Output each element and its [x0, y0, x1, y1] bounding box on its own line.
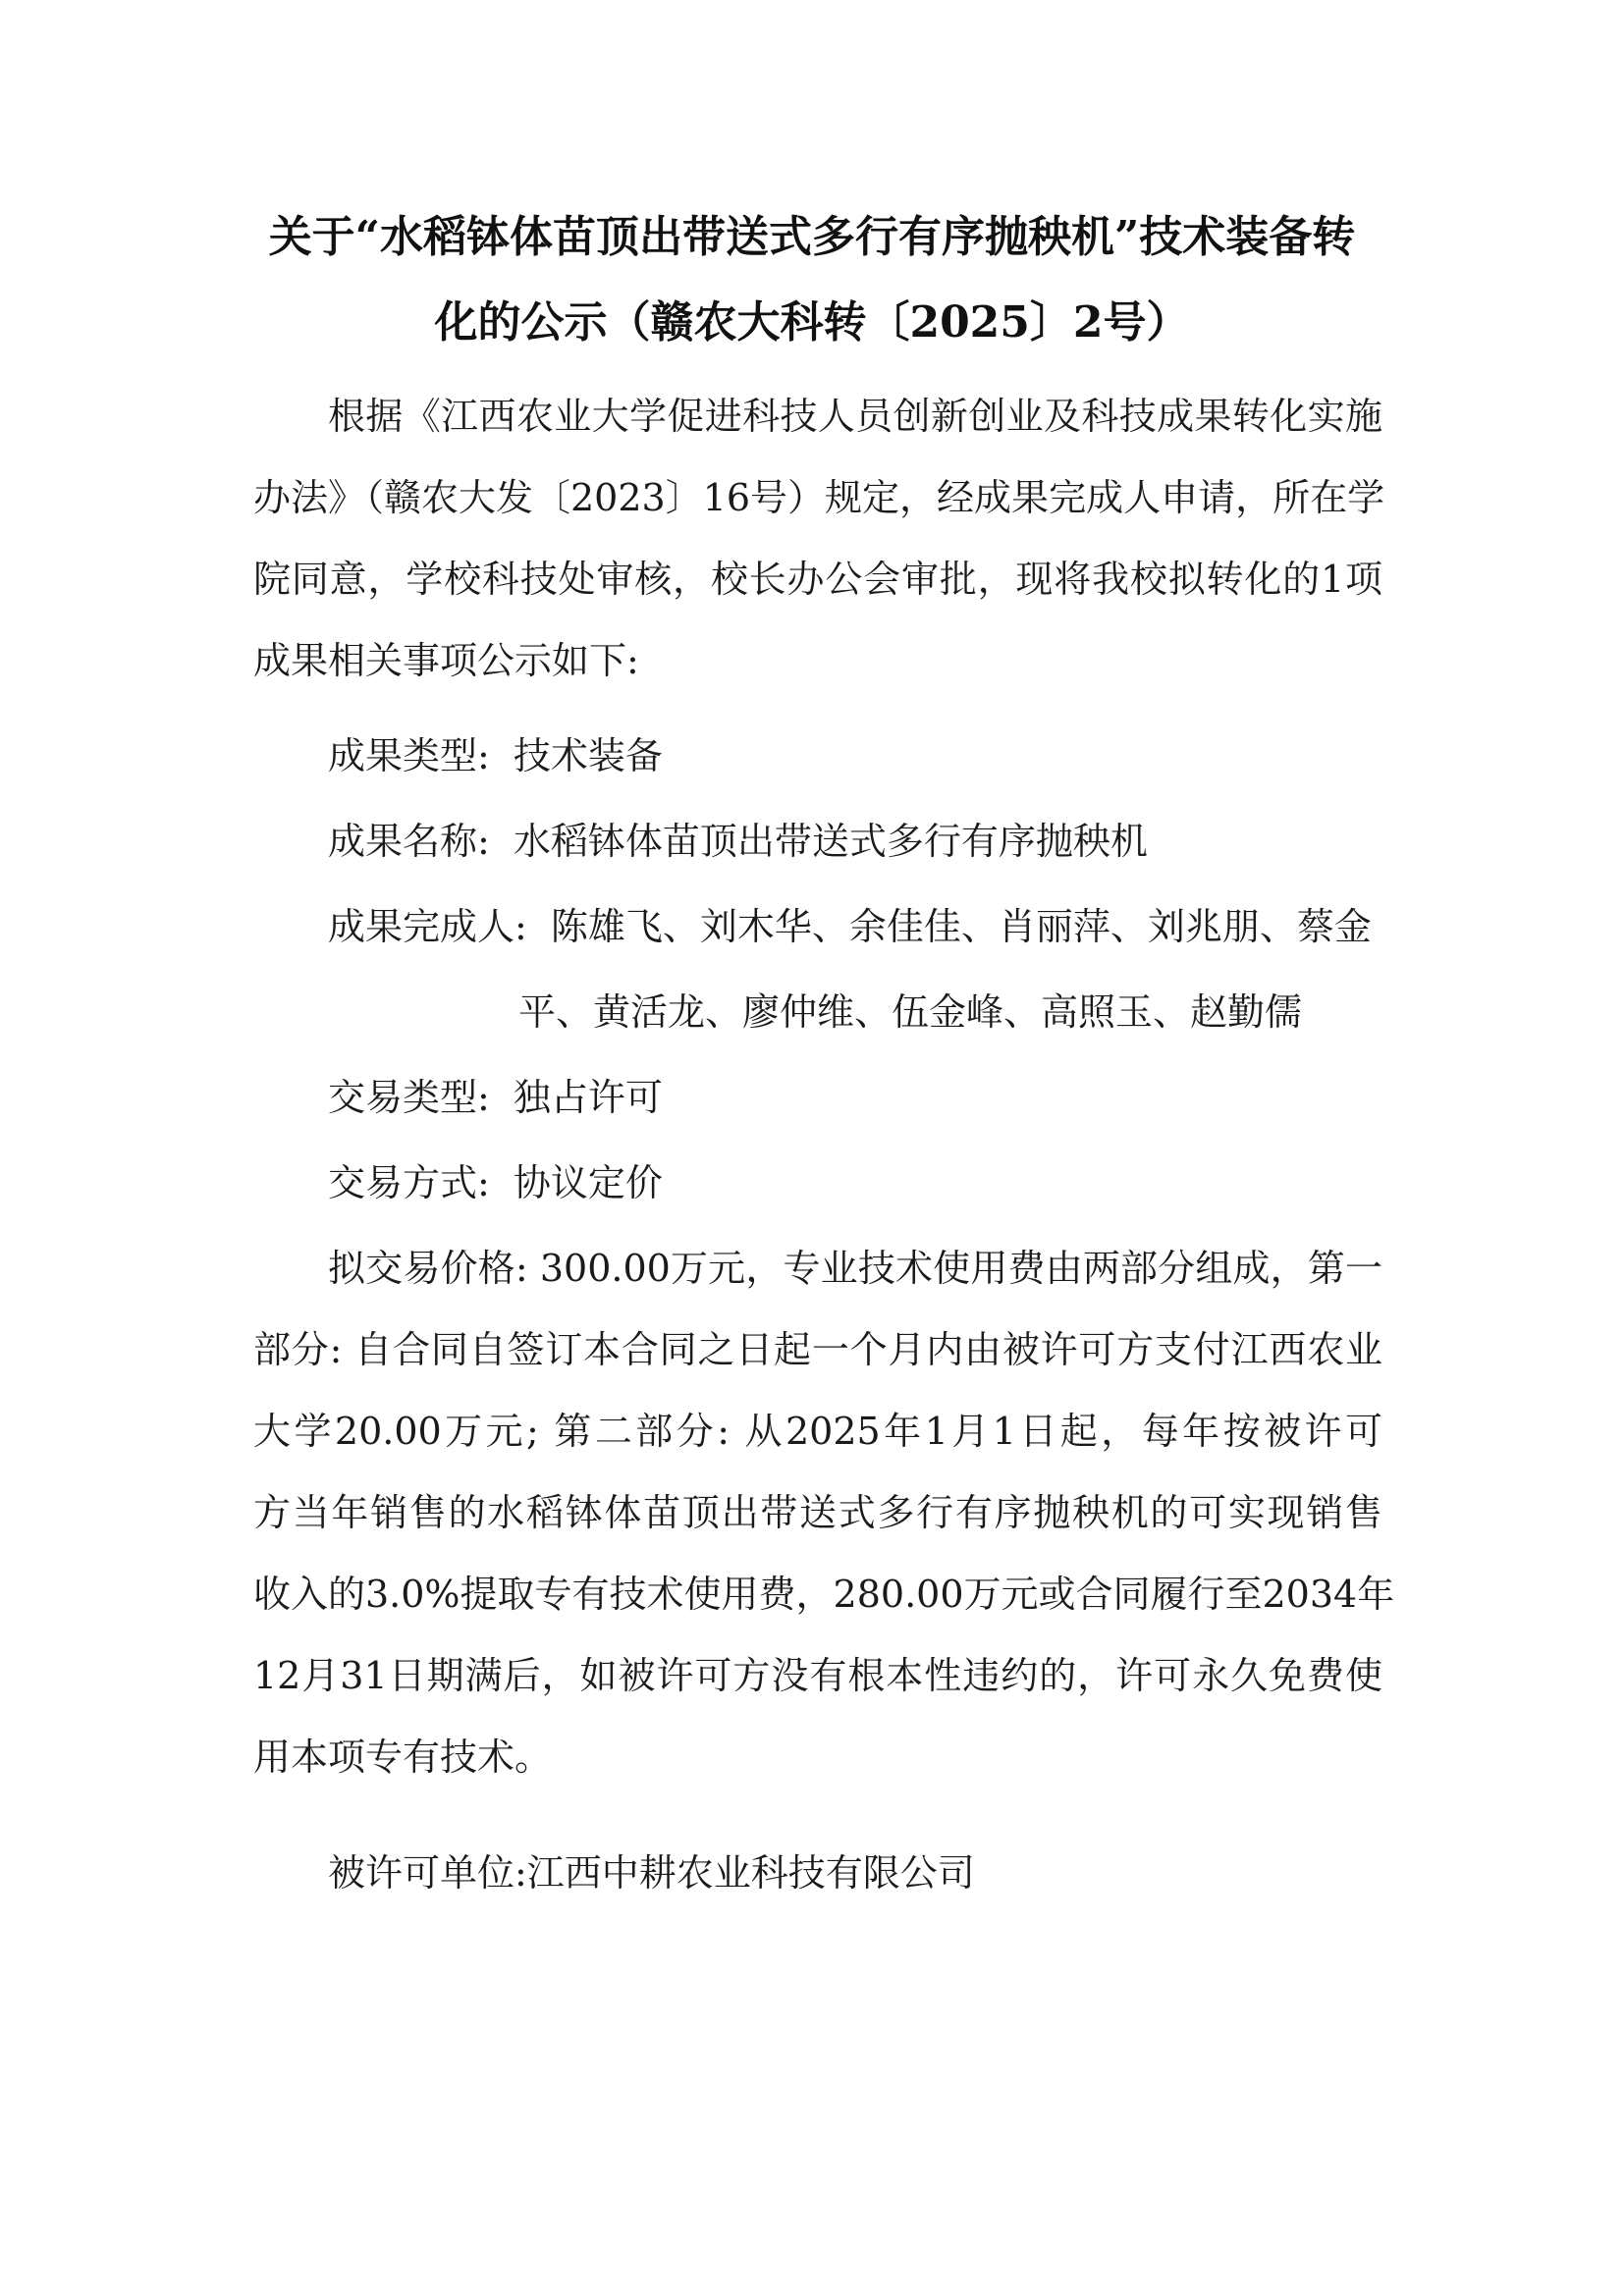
field-label: 成果名称: [328, 820, 490, 863]
field-label: 交易方式: [328, 1161, 490, 1204]
price-line: 拟交易价格: 300.00万元，专业技术使用费由两部分组成，第一 [328, 1247, 1382, 1290]
notice-title-line-2: 化的公示（赣农大科转〔2025〕2号） [434, 297, 1190, 347]
field-achievement-name [328, 820, 1148, 863]
field-value: 独占许可 [513, 1076, 663, 1119]
licensee-line: 被许可单位:江西中耕农业科技有限公司 [328, 1851, 975, 1895]
intro-line: 院同意，学校科技处审核，校长办公会审批，现将我校拟转化的1项 [253, 558, 1382, 601]
field-label: 成果类型: [328, 734, 490, 777]
field-trade-type [328, 1076, 663, 1119]
field-label: 成果完成人: [328, 905, 527, 948]
intro-line: 办法》（赣农大发〔2023〕16号）规定，经成果完成人申请，所在学 [253, 476, 1385, 519]
field-value: 技术装备 [513, 734, 663, 777]
price-line: 部分: 自合同自签订本合同之日起一个月内由被许可方支付江西农业 [253, 1328, 1382, 1371]
price-line: 用本项专有技术。 [253, 1735, 553, 1779]
price-line: 12月31日期满后，如被许可方没有根本性违约的，许可永久免费使 [253, 1654, 1382, 1697]
field-value: 陈雄飞、刘木华、余佳佳、肖丽萍、刘兆朋、蔡金 [550, 905, 1372, 948]
field-label: 交易类型: [328, 1076, 490, 1119]
field-trade-method [328, 1161, 663, 1204]
field-completers-continued: 平、黄活龙、廖仲维、伍金峰、高照玉、赵勤儒 [518, 990, 1303, 1034]
intro-line: 成果相关事项公示如下: [253, 639, 639, 682]
field-achievement-completers [328, 905, 1372, 948]
price-line: 收入的3.0%提取专有技术使用费，280.00万元或合同履行至2034年 [253, 1573, 1395, 1616]
notice-title-line-1: 关于“水稻钵体苗顶出带送式多行有序抛秧机”技术装备转 [268, 212, 1356, 262]
field-achievement-type [328, 734, 663, 777]
field-value: 水稻钵体苗顶出带送式多行有序抛秧机 [513, 820, 1148, 863]
field-value: 协议定价 [513, 1161, 663, 1204]
price-line: 方当年销售的水稻钵体苗顶出带送式多行有序抛秧机的可实现销售 [253, 1491, 1382, 1534]
price-line: 大学20.00万元; 第二部分: 从2025年1月1日起，每年按被许可 [253, 1410, 1382, 1453]
intro-line: 根据《江西农业大学促进科技人员创新创业及科技成果转化实施 [328, 395, 1382, 438]
